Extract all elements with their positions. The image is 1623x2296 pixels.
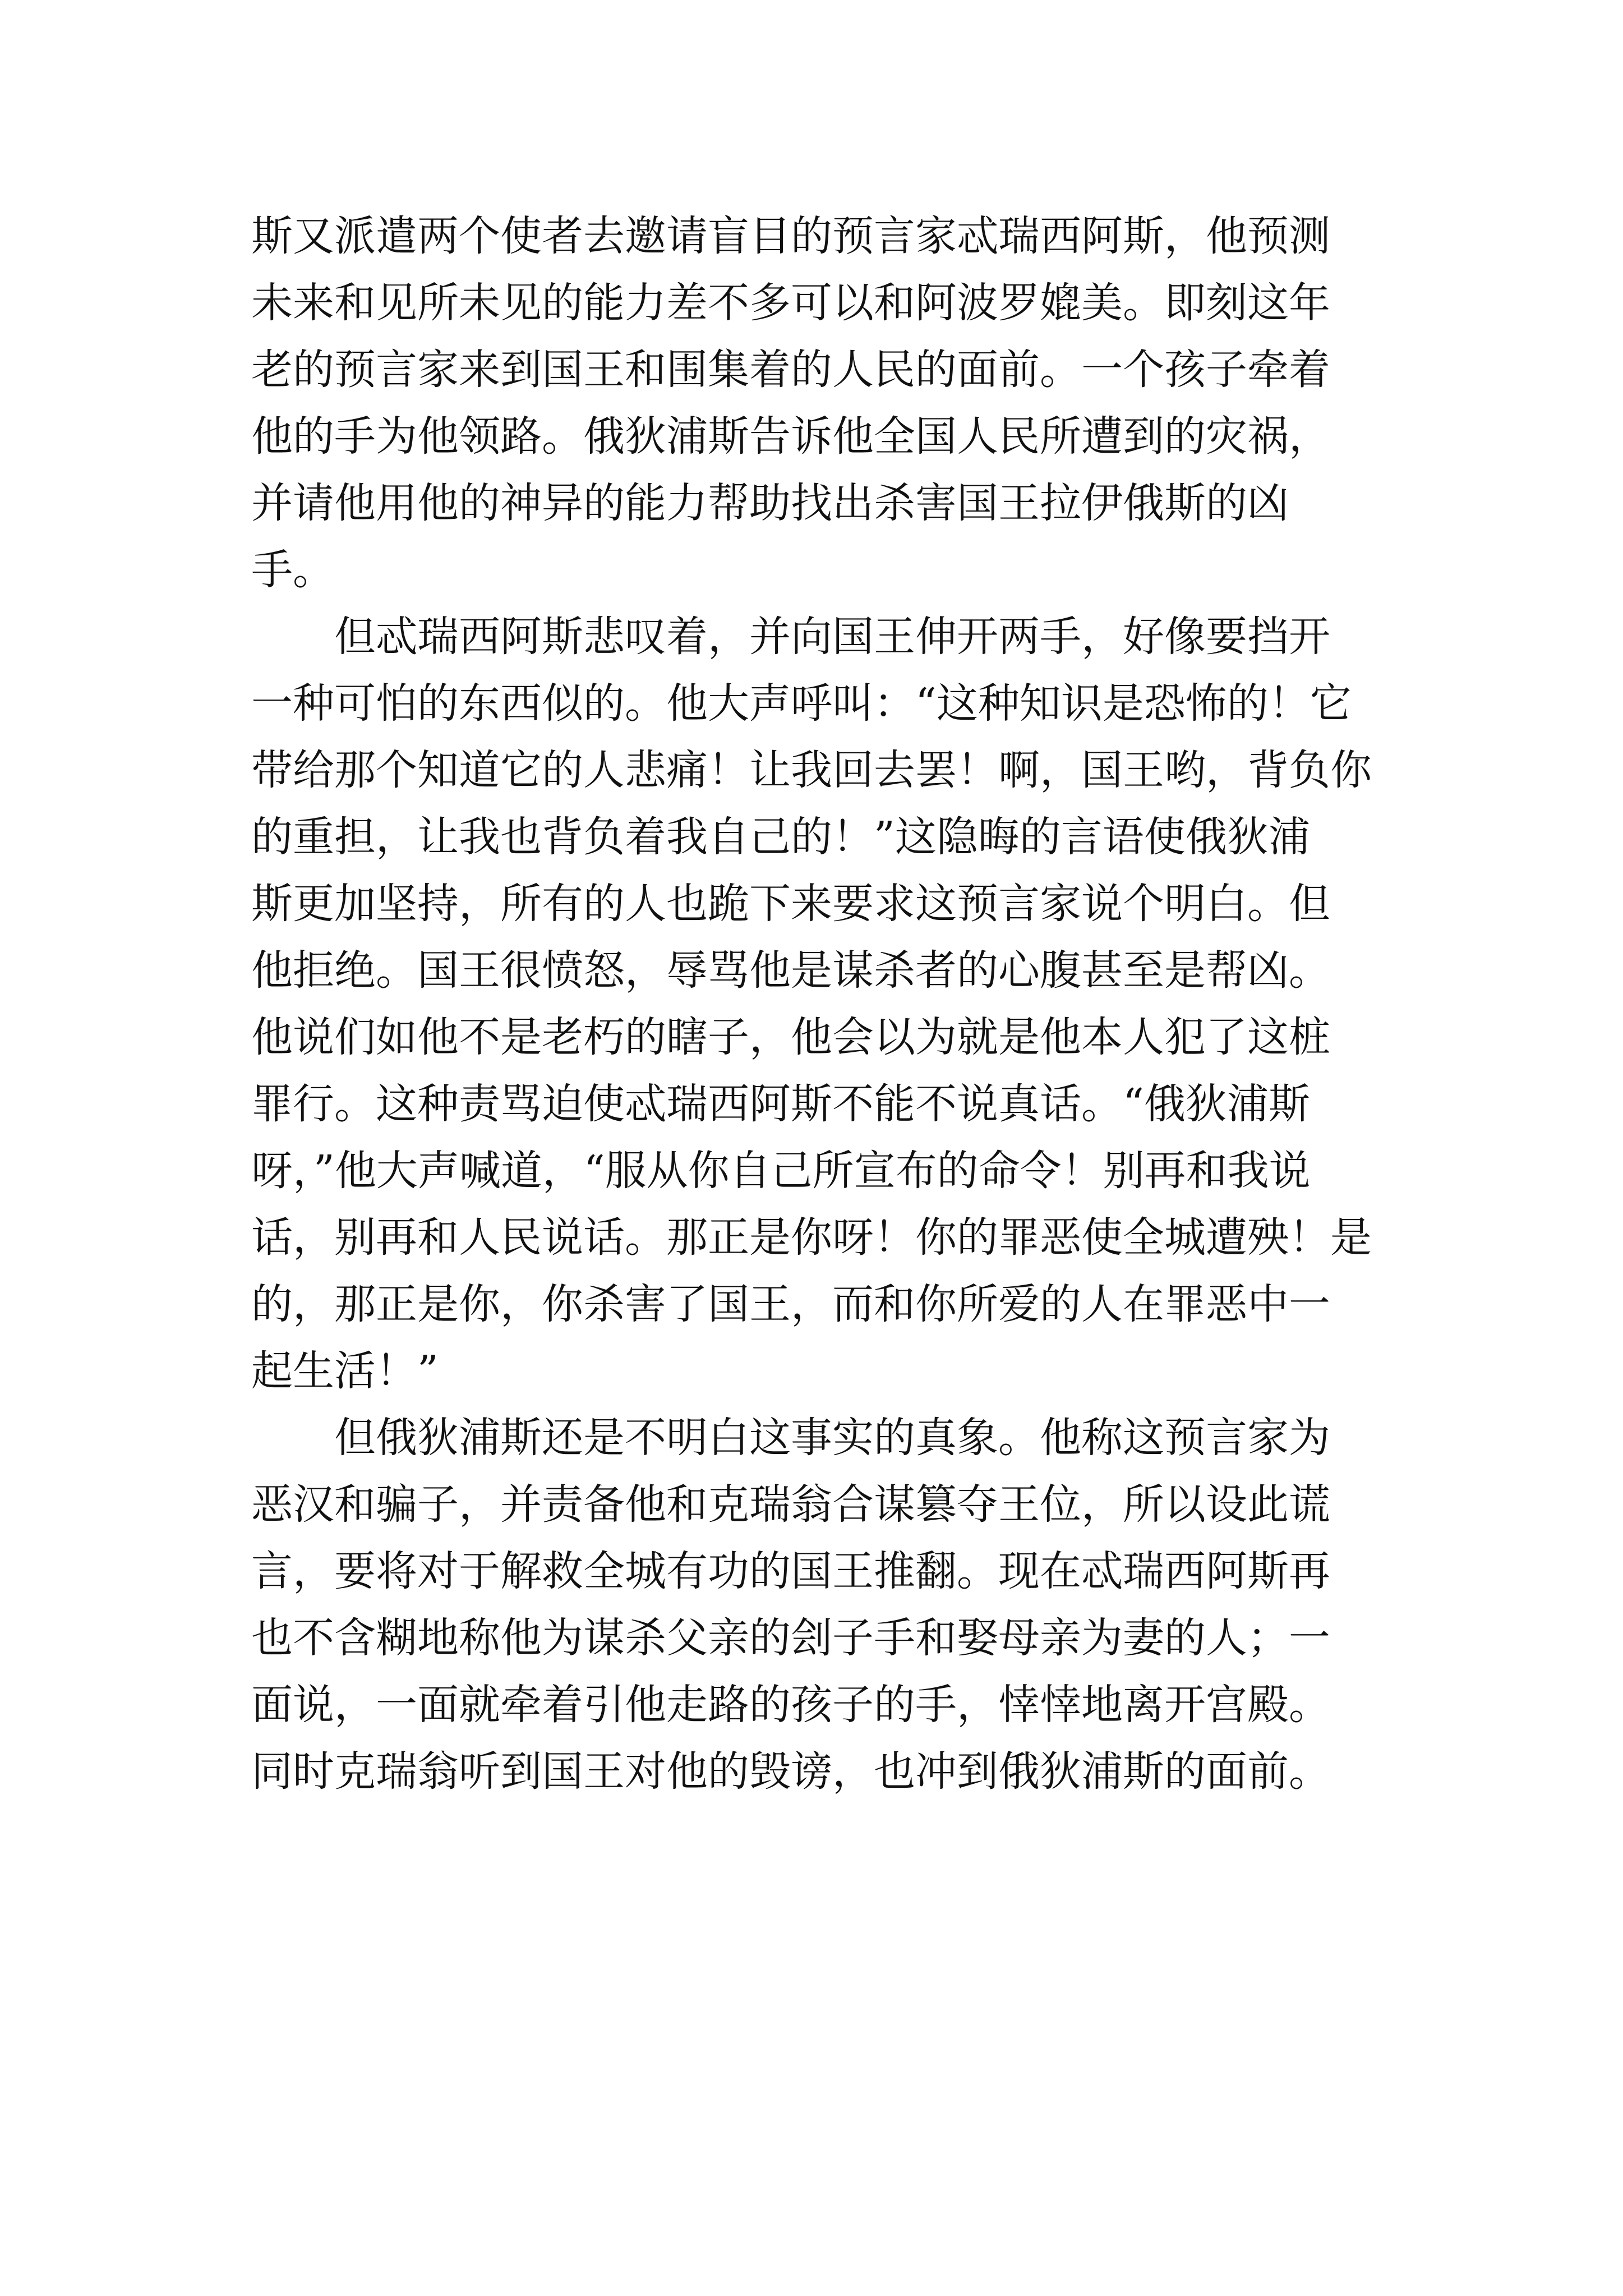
text-line: 面说，一面就牵着引他走路的孩子的手，悻悻地离开宫殿。 [251,1681,1330,1729]
body-text [251,203,1384,1805]
paragraph-first-line: 但忒瑞西阿斯悲叹着，并向国王伸开两手，好像要挡开 [334,613,1330,661]
text-line: 他拒绝。国王很愤怒，辱骂他是谋杀者的心腹甚至是帮凶。 [251,946,1330,995]
text-line: 的，那正是你，你杀害了国王，而和你所爱的人在罪恶中一 [251,1280,1330,1328]
text-line: 罪行。这种责骂迫使忒瑞西阿斯不能不说真话。“俄狄浦斯 [251,1080,1310,1128]
text-line: 呀，”他大声喊道，“服从你自己所宣布的命令！别再和我说 [251,1147,1311,1195]
text-line: 老的预言家来到国王和围集着的人民的面前。一个孩子牵着 [251,346,1330,394]
text-line: 并请他用他的神异的能力帮助找出杀害国王拉伊俄斯的凶 [251,479,1289,527]
text-line: 他的手为他领路。俄狄浦斯告诉他全国人民所遭到的灾祸， [251,412,1330,461]
text-line: 斯又派遣两个使者去邀请盲目的预言家忒瑞西阿斯，他预测 [251,212,1330,260]
text-line: 也不含糊地称他为谋杀父亲的刽子手和娶母亲为妻的人；一 [251,1614,1330,1662]
text-line: 带给那个知道它的人悲痛！让我回去罢！啊，国王哟，背负你 [251,746,1372,794]
text-line: 他说们如他不是老朽的瞎子，他会以为就是他本人犯了这桩 [251,1013,1330,1061]
paragraph-first-line: 但俄狄浦斯还是不明白这事实的真象。他称这预言家为 [334,1414,1330,1462]
text-line: 未来和见所未见的能力差不多可以和阿波罗媲美。即刻这年 [251,279,1330,327]
text-line: 斯更加坚持，所有的人也跪下来要求这预言家说个明白。但 [251,880,1330,928]
text-line: 一种可怕的东西似的。他大声呼叫：“这种知识是恐怖的！它 [251,679,1352,728]
text-line: 恶汉和骗子，并责备他和克瑞翁合谋篡夺王位，所以设此谎 [251,1480,1330,1529]
text-line: 话，别再和人民说话。那正是你呀！你的罪恶使全城遭殃！是 [251,1213,1372,1262]
text-line: 的重担，让我也背负着我自己的！”这隐晦的言语使俄狄浦 [251,813,1310,861]
text-line: 手。 [251,546,334,594]
text-line: 同时克瑞翁听到国王对他的毁谤，也冲到俄狄浦斯的面前。 [251,1747,1330,1796]
text-line: 言，要将对于解救全城有功的国王推翻。现在忒瑞西阿斯再 [251,1547,1330,1595]
text-line: 起生活！” [251,1347,439,1395]
